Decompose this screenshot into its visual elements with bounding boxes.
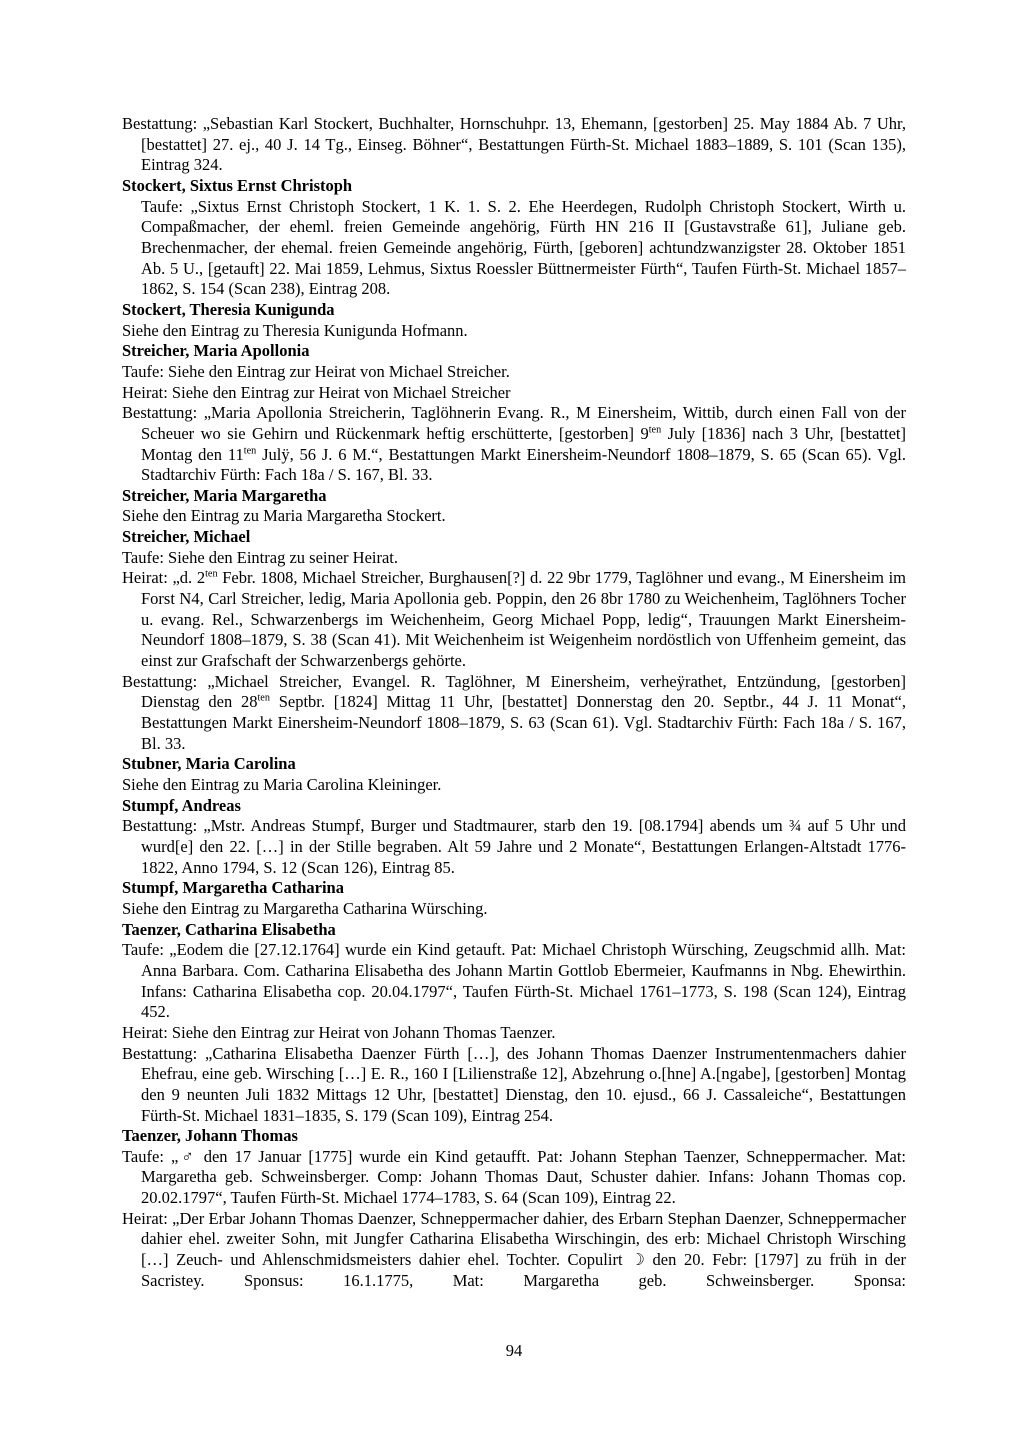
entry-paragraph: Heirat: „Der Erbar Johann Thomas Daenzer, Schneppermacher dahier, des Erbarn Stephan Daenzer, Schneppermacher dahier ehel. zweiter Sohn, mit Jungfer Catharina Elisabetha Wirschingin, des erb: Michael Christoph Wirsching […] Zeuch- und Ahlenschmidsmeisters dahier ehel. Tochter. Copulirt ☽ den 20. Febr: [1797] zu früh in der Sacristey. Sponsus: 16.1.1775, Mat: Margaretha geb. Schweinsberger. Sponsa: — [122, 1208, 906, 1290]
entry-paragraph: Bestattung: „Michael Streicher, Evangel. R. Taglöhner, M Einersheim, verheÿrathet, Entzündung, [gestorben] Dienstag den $28^{ten}$ Septbr. [1824] Mittag 11 Uhr, [bestattet] Donnerstag den 20. Septbr., 44 J. 11 Monat“, Bestattungen Markt Einersheim-Neundorf 1808–1879, S. 63 (Scan 61). Vgl. Stadtarchiv Fürth: Fach 18a / S. 167, Bl. 33. — [122, 671, 906, 753]
entry-paragraph: Siehe den Eintrag zu Maria Margaretha Stockert. — [122, 506, 446, 526]
entry-heading: Stockert, Sixtus Ernst Christoph — [122, 175, 353, 195]
entry-paragraph: Bestattung: „Sebastian Karl Stockert, Buchhalter, Hornschuhpr. 13, Ehemann, [gestorben] 25. May 1884 Ab. 7 Uhr, [bestattet] 27. ej., 40 J. 14 Tg., Einseg. Böhner“, Bestattungen Fürth-St. Michael 1883–1889, S. 101 (Scan 135), Eintrag 324. — [122, 114, 906, 175]
entry-paragraph: Heirat: Siehe den Eintrag zur Heirat von Johann Thomas Taenzer. — [122, 1022, 556, 1042]
entry-paragraph: Heirat: Siehe den Eintrag zur Heirat von Michael Streicher — [122, 382, 511, 402]
entry-heading: Streicher, Michael — [122, 527, 251, 547]
text-block — [122, 114, 906, 1291]
page-number: 94 — [505, 1341, 523, 1360]
entry-paragraph: Heirat: „d. $2^{ten}$ Febr. 1808, Michael Streicher, Burghausen[?] d. 22 9br 1779, Taglöhner und evang., M Einersheim im Forst N4, Carl Streicher, ledig, Maria Apollonia geb. Poppin, den 26 8br 1780 zu Weichenheim, Taglöhners Tocher u. evang. Rel., Schwarzenbergs im Weichenheim, Georg Michael Popp, ledig“, Trauungen Markt Einersheim-Neundorf 1808–1879, S. 38 (Scan 41). Mit Weichenheim ist Weigenheim nordöstlich von Uffenheim gemeint, das einst zur Grafschaft der Schwarzenbergs gehörte. — [122, 568, 906, 671]
entry-heading: Stockert, Theresia Kunigunda — [122, 299, 335, 319]
entry-paragraph: Taufe: Siehe den Eintrag zu seiner Heirat. — [122, 547, 399, 567]
entry-paragraph: Taufe: „Sixtus Ernst Christoph Stockert, 1 K. 1. S. 2. Ehe Heerdegen, Rudolph Christoph Stockert, Wirth u. Compaßmacher, der eheml. freien Gemeinde angehörig, Fürth HN 216 II [Gustavstraße 61], Juliane geb. Brechenmacher, der ehemal. freien Gemeinde angehörig, Fürth, [geboren] achtundzwanzigster 28. Oktober 1851 Ab. 5 U., [getauft] 22. Mai 1859, Lehmus, Sixtus Roessler Büttnermeister Fürth“, Taufen Fürth-St. Michael 1857–1862, S. 154 (Scan 238), Eintrag 208. — [141, 196, 906, 299]
entry-paragraph: Siehe den Eintrag zu Margaretha Catharina Würsching. — [122, 898, 488, 918]
entry-paragraph: Siehe den Eintrag zu Maria Carolina Kleininger. — [122, 775, 442, 794]
entry-paragraph: Bestattung: „Catharina Elisabetha Daenzer Fürth […], des Johann Thomas Daenzer Instrumentenmachers dahier Ehefrau, eine geb. Wirsching […] E. R., 160 I [Lilienstraße 12], Abzehrung o.[hne] A.[ngabe], [gestorben] Montag den 9 neunten Juli 1832 Mittags 12 Uhr, [bestattet] Dienstag, den 10. ejusd., 66 J. Cassaleiche“, Bestattungen Fürth-St. Michael 1831–1835, S. 179 (Scan 109), Eintrag 254. — [122, 1043, 906, 1125]
entry-paragraph: Bestattung: „Mstr. Andreas Stumpf, Burger und Stadtmaurer, starb den 19. [08.1794] abends um ¾ auf 5 Uhr und wurd[e] den 22. […] in der Stille begraben. Alt 59 Jahre und 2 Monate“, Bestattungen Erlangen-Altstadt 1776-1822, Anno 1794, S. 12 (Scan 126), Eintrag 85. — [122, 816, 906, 877]
entry-heading: Stumpf, Andreas — [122, 795, 241, 815]
entry-heading: Taenzer, Catharina Elisabetha — [122, 919, 336, 939]
entry-heading: Streicher, Maria Apollonia — [122, 341, 310, 361]
entry-paragraph: Bestattung: „Maria Apollonia Streicherin, Taglöhnerin Evang. R., M Einersheim, Wittib, durch einen Fall von der Scheuer wo sie Gehirn und Rückenmark heftig erschütterte, [gestorben] $9^{ten}$ July [1836] nach 3 Uhr, [bestattet] Montag den $11^{ten}$ Julÿ, 56 J. 6 M.“, Bestattungen Markt Einersheim-Neundorf 1808–1879, S. 65 (Scan 65). Vgl. Stadtarchiv Fürth: Fach 18a / S. 167, Bl. 33. — [122, 403, 906, 485]
entry-heading: Stubner, Maria Carolina — [122, 754, 296, 774]
entry-heading: Streicher, Maria Margaretha — [122, 485, 327, 505]
entry-paragraph: Siehe den Eintrag zu Theresia Kunigunda Hofmann. — [122, 320, 468, 340]
entry-paragraph: Taufe: „Eodem die [27.12.1764] wurde ein Kind getauft. Pat: Michael Christoph Würsching, Zeugschmid allh. Mat: Anna Barbara. Com. Catharina Elisabetha des Johann Martin Gottlob Ebermeier, Kaufmanns in Nbg. Ehewirthin. Infans: Catharina Elisabetha cop. 20.04.1797“, Taufen Fürth-St. Michael 1761–1773, S. 198 (Scan 124), Eintrag 452. — [122, 940, 906, 1022]
entry-heading: Taenzer, Johann Thomas — [122, 1126, 298, 1146]
entry-heading: Stumpf, Margaretha Catharina — [122, 878, 344, 898]
entry-paragraph: Taufe: Siehe den Eintrag zur Heirat von Michael Streicher. — [122, 361, 510, 381]
entry-paragraph: Taufe: „♂ den 17 Januar [1775] wurde ein Kind getaufft. Pat: Johann Stephan Taenzer, Schneppermacher. Mat: Margaretha geb. Schweinsberger. Comp: Johann Thomas Daut, Schuster dahier. Infans: Johann Thomas cop. 20.02.1797“, Taufen Fürth-St. Michael 1774–1783, S. 64 (Scan 109), Eintrag 22. — [122, 1146, 906, 1208]
